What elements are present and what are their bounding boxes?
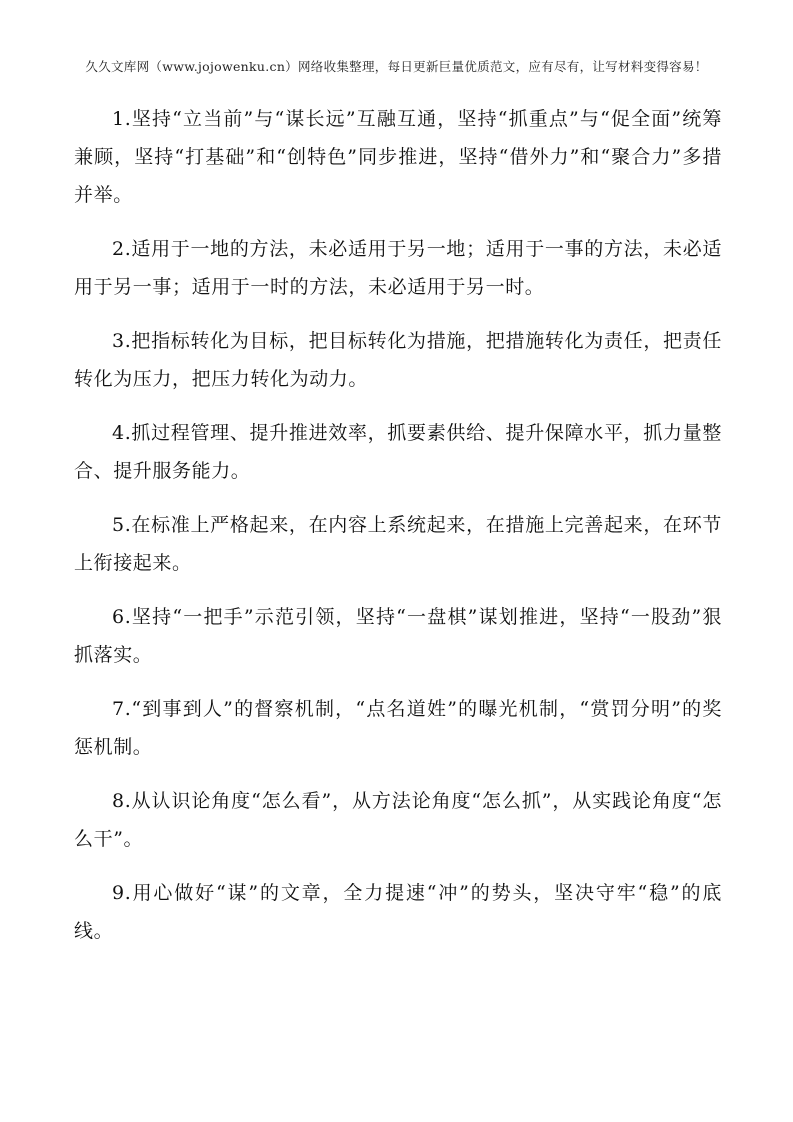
paragraph-4: 4.抓过程管理、提升推进效率，抓要素供给、提升保障水平，抓力量整合、提升服务能力。 xyxy=(74,422,722,482)
paragraph-8: 8.从认识论角度“怎么看”，从方法论角度“怎么抓”，从实践论角度“怎么干”。 xyxy=(74,790,722,850)
paragraph-7: 7.“到事到人”的督察机制，“点名道姓”的曝光机制，“赏罚分明”的奖惩机制。 xyxy=(74,698,722,758)
paragraph-5: 5.在标准上严格起来，在内容上系统起来，在措施上完善起来，在环节上衔接起来。 xyxy=(74,514,722,574)
page-header-text: 久久文库网（www.jojowenku.cn）网络收集整理，每日更新巨量优质范文，应有尽有，让写材料变得容易！ xyxy=(85,59,708,74)
paragraph-1: 1.坚持“立当前”与“谋长远”互融互通，坚持“抓重点”与“促全面”统筹兼顾，坚持“打基础”和“创特色”同步推进，坚持“借外力”和“聚合力”多措并举。 xyxy=(74,108,722,206)
paragraph-9: 9.用心做好“谋”的文章，全力提速“冲”的势头，坚决守牢“稳”的底线。 xyxy=(74,882,722,942)
paragraph-6: 6.坚持“一把手”示范引领，坚持“一盘棋”谋划推进，坚持“一股劲”狠抓落实。 xyxy=(74,606,722,666)
paragraph-2: 2.适用于一地的方法，未必适用于另一地；适用于一事的方法，未必适用于另一事；适用于一时的方法，未必适用于另一时。 xyxy=(74,238,722,298)
document-body xyxy=(74,100,722,966)
paragraph-3: 3.把指标转化为目标，把目标转化为措施，把措施转化为责任，把责任转化为压力，把压力转化为动力。 xyxy=(74,330,722,390)
